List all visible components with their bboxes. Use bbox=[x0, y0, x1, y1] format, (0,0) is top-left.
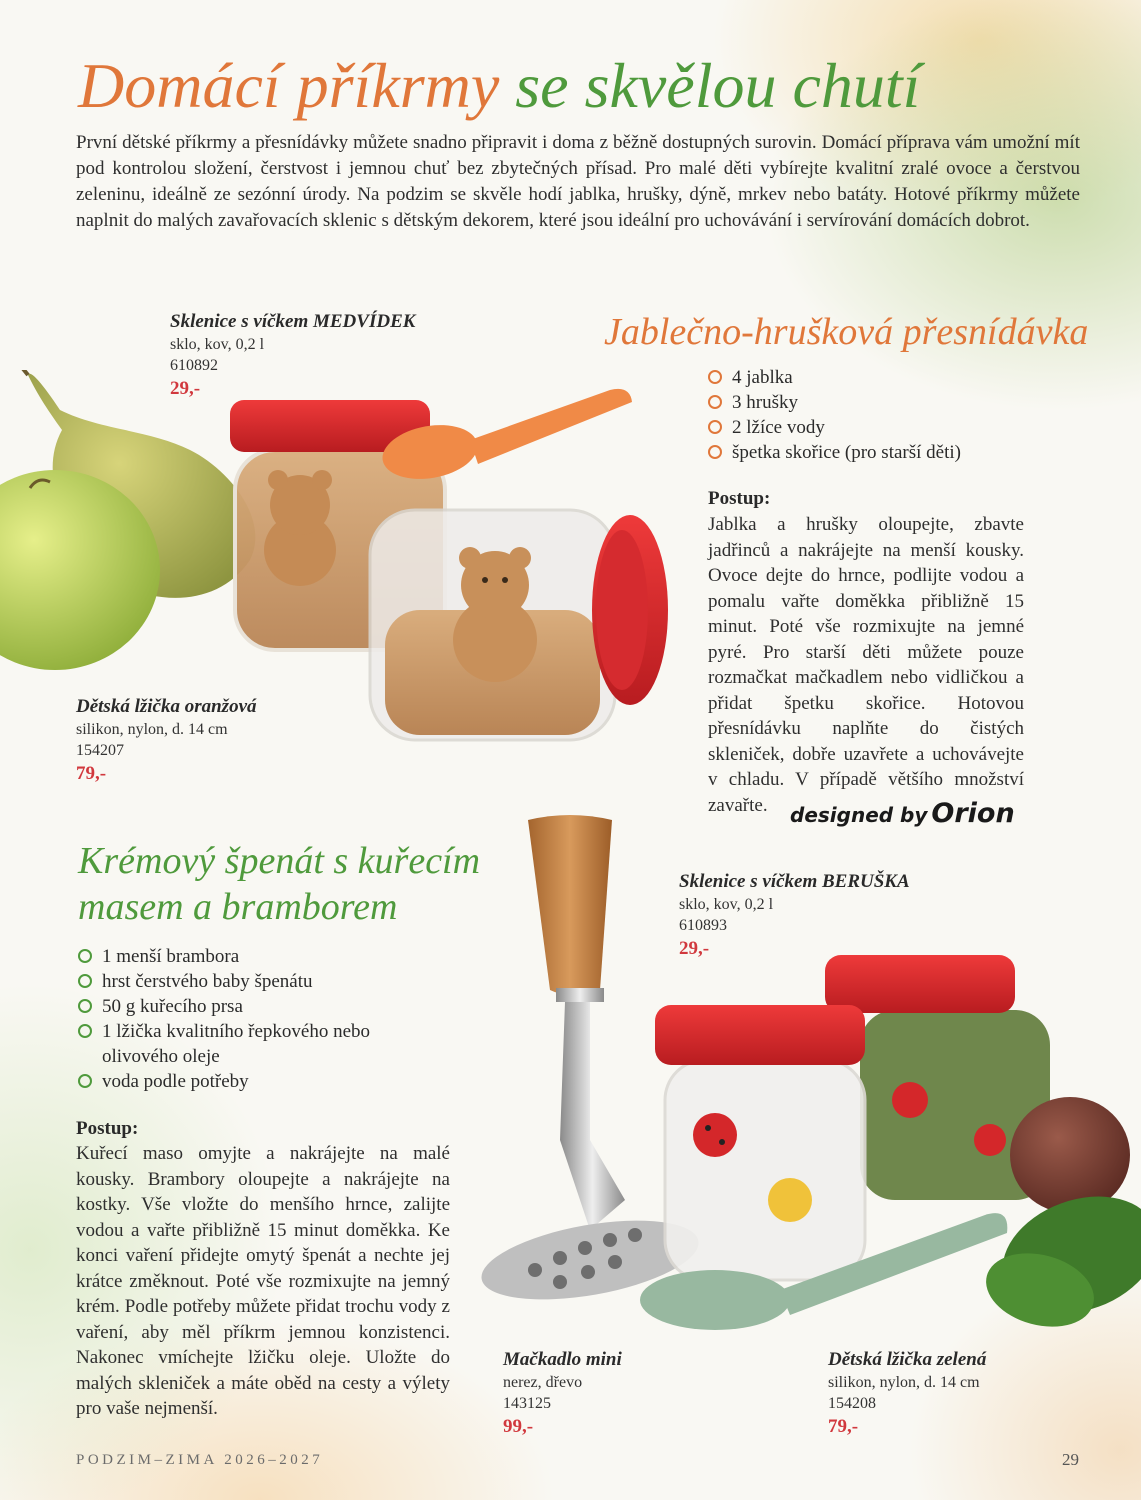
circle-bullet-icon bbox=[708, 420, 722, 434]
ingredient-item: voda podle potřeby bbox=[78, 1069, 428, 1094]
jar-bear-front bbox=[370, 510, 615, 740]
product-title: Dětská lžička oranžová bbox=[76, 696, 257, 717]
recipe-1-method: Jablka a hrušky oloupejte, zbavte jadřinců a nakrájejte na menší kousky. Ovoce dejte do hrnce, podlijte vodou a pomalu vařte doměkka přibližně 15 minut. Poté vše rozmixujte na jemné pyré. Pro starší děti můžete pouze rozmačkat mačkadlem nebo vidličkou a přidat špetku skořice. Hotovou přesnídávku naplňte do čistých skleniček, dobře uzavřete a uchovávejte v chladu. V případě většího množství zavařte. bbox=[708, 514, 1024, 816]
product-title: Sklenice s víčkem MEDVÍDEK bbox=[170, 311, 416, 332]
circle-bullet-icon bbox=[708, 445, 722, 459]
product-code: 154207 bbox=[76, 742, 124, 759]
product-code: 143125 bbox=[503, 1395, 551, 1412]
product-spoon-green bbox=[828, 1348, 986, 1440]
product-price: 79,- bbox=[828, 1416, 859, 1437]
product-price: 29,- bbox=[679, 938, 710, 959]
product-title: Mačkadlo mini bbox=[503, 1349, 622, 1370]
product-spec: silikon, nylon, d. 14 cm bbox=[828, 1374, 980, 1391]
product-code: 610892 bbox=[170, 357, 218, 374]
page-headline bbox=[78, 46, 920, 126]
product-code: 154208 bbox=[828, 1395, 876, 1412]
circle-bullet-icon bbox=[78, 1074, 92, 1088]
recipe-2-method: Kuřecí maso omyjte a nakrájejte na malé kousky. Brambory oloupejte a nakrájejte na kostky. Vše vložte do menšího hrnce, zalijte vodou a vařte přibližně 15 minut doměkka. Ke konci vaření přidejte omytý špenát a nechte jej krátce změknout. Poté vše rozmixujte na jemný krém. Podle potřeby můžete přidat trochu vody z vaření, aby měl příkrm jemnou konzistenci. Nakonec vmíchejte lžičku oleje. Uložte do malých skleniček a máte oběd na cesty a výlety pro vaše nejmenší. bbox=[76, 1143, 450, 1419]
recipe-1-method-label: Postup: bbox=[708, 488, 771, 509]
product-spec: nerez, dřevo bbox=[503, 1374, 583, 1391]
product-jar-beruska bbox=[679, 870, 910, 962]
product-spec: silikon, nylon, d. 14 cm bbox=[76, 721, 228, 738]
recipe-2-method-label: Postup: bbox=[76, 1118, 139, 1139]
product-price: 99,- bbox=[503, 1416, 534, 1437]
ingredient-item: 1 lžička kvalitního řepkového nebo olivového oleje bbox=[78, 1019, 428, 1069]
recipe-2-title-line-2: masem a bramborem bbox=[78, 886, 398, 928]
red-lid-standing bbox=[592, 515, 668, 705]
ingredient-item: špetka skořice (pro starší děti) bbox=[708, 440, 1088, 465]
recipe-2-title bbox=[78, 838, 480, 930]
intro-paragraph: První dětské příkrmy a přesnídávky můžete snadno připravit i doma z běžně dostupných surovin. Domácí příprava vám umožní mít pod kontrolou složení, čerstvost i jemnou chuť bez zbytečných přísad. Pro malé děti vybírejte kvalitní zralé ovoce a čerstvou zeleninu, ideálně ze sezónní úrody. Na podzim se skvěle hodí jablka, hrušky, dýně, mrkev nebo batáty. Hotové příkrmy můžete naplnit do malých zavařovacích sklenic s dětským dekorem, které jsou ideální pro uchovávání i servírování domácích dobrot. bbox=[76, 132, 1080, 231]
headline-part-1: Domácí příkrmy bbox=[78, 50, 500, 121]
product-spoon-orange bbox=[76, 695, 257, 787]
circle-bullet-icon bbox=[78, 1024, 92, 1038]
product-code: 610893 bbox=[679, 917, 727, 934]
circle-bullet-icon bbox=[78, 999, 92, 1013]
circle-bullet-icon bbox=[78, 949, 92, 963]
recipe-2-ingredients bbox=[78, 944, 428, 1094]
ingredient-item: 2 lžíce vody bbox=[708, 415, 1088, 440]
circle-bullet-icon bbox=[708, 395, 722, 409]
product-title: Sklenice s víčkem BERUŠKA bbox=[679, 871, 910, 892]
ingredient-item: 50 g kuřecího prsa bbox=[78, 994, 428, 1019]
circle-bullet-icon bbox=[78, 974, 92, 988]
brand-name: Orion bbox=[931, 798, 1015, 829]
circle-bullet-icon bbox=[708, 370, 722, 384]
product-price: 79,- bbox=[76, 763, 107, 784]
ingredient-item: 1 menší brambora bbox=[78, 944, 428, 969]
product-price: 29,- bbox=[170, 378, 201, 399]
headline-part-2: se skvělou chutí bbox=[499, 50, 921, 121]
recipe-1-ingredients bbox=[708, 365, 1088, 465]
product-masher bbox=[503, 1348, 622, 1440]
brand-prefix: designed by bbox=[790, 803, 928, 827]
product-spec: sklo, kov, 0,2 l bbox=[679, 896, 774, 913]
product-title: Dětská lžička zelená bbox=[828, 1349, 987, 1370]
footer-season: PODZIM–ZIMA 2026–2027 bbox=[76, 1452, 324, 1468]
ingredient-item: hrst čerstvého baby špenátu bbox=[78, 969, 428, 994]
product-jar-medvidek bbox=[170, 310, 415, 402]
ingredient-item: 3 hrušky bbox=[708, 390, 1088, 415]
page-number: 29 bbox=[1062, 1450, 1079, 1469]
jar-ladybug-front bbox=[655, 1005, 865, 1280]
product-spec: sklo, kov, 0,2 l bbox=[170, 336, 265, 353]
ingredient-item: 4 jablka bbox=[708, 365, 1088, 390]
potato-image bbox=[1010, 1097, 1130, 1213]
recipe-1-title: Jablečno-hrušková přesnídávka bbox=[604, 311, 1089, 353]
recipe-2-title-line-1: Krémový špenát s kuřecím bbox=[78, 840, 481, 882]
